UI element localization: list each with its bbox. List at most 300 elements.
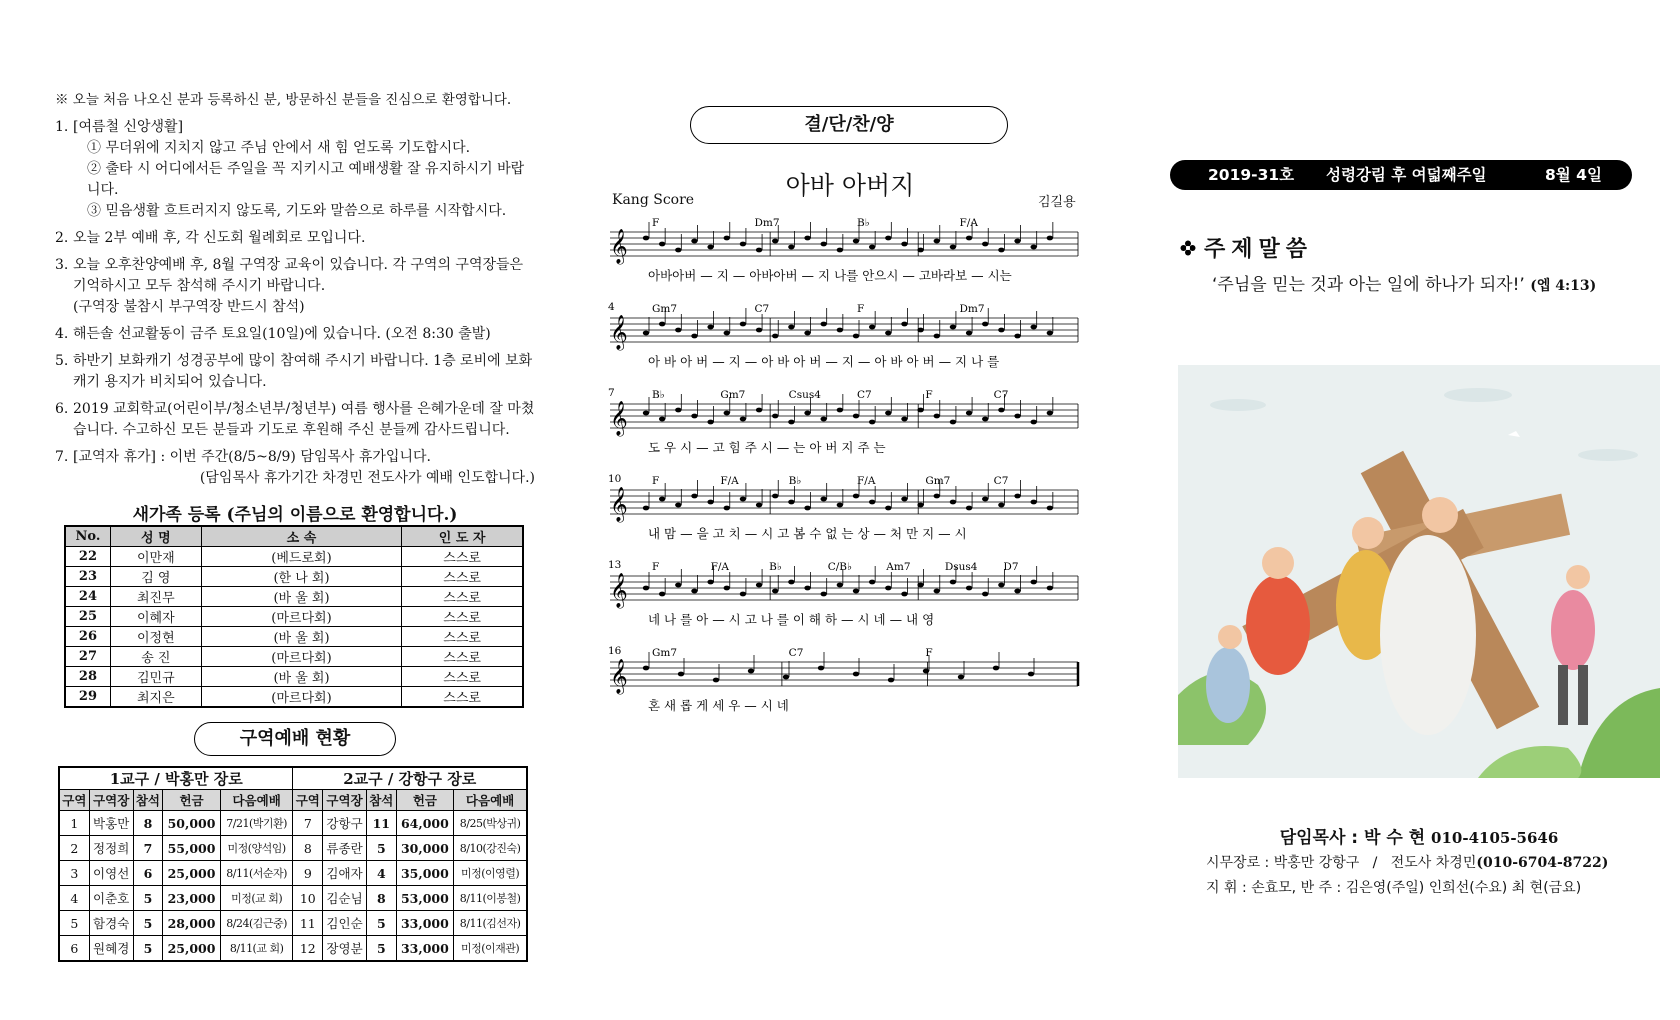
note-head [1014, 589, 1020, 594]
note-head [917, 248, 923, 253]
note-head [788, 500, 794, 505]
note-head [691, 239, 697, 244]
hymn-title: 아바 아버지 [785, 171, 915, 200]
note-head [837, 503, 843, 508]
note-head [756, 503, 762, 508]
chord-symbol: C7 [754, 303, 770, 315]
note-head [740, 592, 746, 597]
note-head [966, 586, 972, 591]
note-head [659, 497, 665, 502]
table-cell: 함경숙 [89, 911, 133, 936]
table-cell: 정정희 [89, 836, 133, 861]
note-head [691, 589, 697, 594]
measure-number: 16 [608, 645, 622, 657]
note-head [659, 322, 665, 327]
note-head [772, 239, 778, 244]
notice-note: (담임목사 휴가기간 차경민 전도사가 예배 인도합니다.) [199, 470, 535, 486]
note-head [788, 325, 794, 330]
table-cell: 30,000 [396, 836, 454, 861]
issue-number: 2019-31호 [1208, 166, 1295, 184]
note-head [804, 411, 810, 416]
treble-clef: 𝄞 [610, 401, 628, 436]
note-head [1047, 236, 1053, 241]
note-head [982, 417, 988, 422]
table-cell: 8 [366, 886, 396, 911]
notice-text: 오늘 오후찬양예배 후, 8월 구역장 교육이 있습니다. 각 구역의 구역장들은 기억하시고 모두 참석해 주시기 바랍니다. [73, 257, 524, 294]
note-head [678, 672, 684, 677]
table-cell: 35,000 [396, 861, 454, 886]
note-head [885, 236, 891, 241]
note-head [853, 334, 859, 339]
table-cell: 4 [59, 886, 89, 911]
notice-number: 7. [55, 449, 69, 465]
table-cell: 김순님 [323, 886, 367, 911]
table-cell: 스스로 [402, 587, 523, 607]
note-head [740, 417, 746, 422]
table-cell: 5 [133, 911, 163, 936]
notice-item [55, 399, 535, 441]
zone-col-header: 구역장 [89, 790, 133, 811]
chord-symbol: F [857, 303, 865, 315]
table-cell: (한 나 회) [201, 567, 402, 587]
note-head [804, 236, 810, 241]
senior-pastor [1178, 823, 1660, 848]
zone-col-header: 참석 [133, 790, 163, 811]
table-row [65, 547, 523, 567]
table-cell: 23 [65, 567, 110, 587]
note-head [691, 494, 697, 499]
note-head [966, 331, 972, 336]
zone-col-header: 구역 [293, 790, 323, 811]
zone-col-header: 다음예배 [454, 790, 527, 811]
table-cell: (마르다회) [201, 607, 402, 627]
notice-subitem: ② 출타 시 어디에서든 주일을 꼭 지키시고 예배생활 잘 유지하시기 바랍니다. [87, 161, 525, 198]
theme-verse [1212, 270, 1596, 295]
table-row [65, 647, 523, 667]
table-cell: 박홍만 [89, 811, 133, 836]
chord-symbol: Gm7 [652, 303, 678, 315]
note-head [691, 414, 697, 419]
table-cell: 7/21(박기환) [220, 811, 293, 836]
note-head [740, 322, 746, 327]
zone-col-header: 헌금 [396, 790, 454, 811]
note-head [837, 408, 843, 413]
sheet-music [608, 212, 1088, 752]
chord-symbol: Gm7 [925, 475, 951, 487]
staff-line-2: 지 휘 : 손효모, 반 주 : 김은영(주일) 인희선(수요) 최 현(금요) [1206, 880, 1582, 896]
note-head [756, 583, 762, 588]
table-cell: 24 [65, 587, 110, 607]
note-head [675, 583, 681, 588]
table-cell: 최지은 [110, 687, 201, 708]
chord-symbol: B♭ [769, 561, 782, 573]
table-cell: 9 [293, 861, 323, 886]
chord-symbol: F/A [959, 217, 978, 229]
table-cell: 50,000 [163, 811, 221, 836]
table-cell: 25,000 [163, 936, 221, 962]
note-head [724, 586, 730, 591]
table-cell: 김민규 [110, 667, 201, 687]
newfamily-title: 새가족 등록 (주님의 이름으로 환영합니다.) [132, 505, 458, 525]
newfamily-col-header: 소 속 [201, 526, 402, 547]
note-head [853, 494, 859, 499]
chord-symbol: C7 [993, 389, 1009, 401]
table-cell: 7 [293, 811, 323, 836]
zone-col-header: 구역 [59, 790, 89, 811]
note-head [772, 589, 778, 594]
note-head [1030, 325, 1036, 330]
treble-clef: 𝄞 [610, 315, 628, 350]
chord-symbol: F [925, 389, 933, 401]
table-cell: 미정(교 회) [220, 886, 293, 911]
table-row [59, 886, 527, 911]
table-row [65, 627, 523, 647]
table-row [59, 911, 527, 936]
table-cell: 송 진 [110, 647, 201, 667]
separator: / [1372, 855, 1378, 871]
note-head [643, 506, 649, 511]
table-cell: (베드로회) [201, 547, 402, 567]
theme-verse-text: ‘주님을 믿는 것과 아는 일에 하나가 되자!’ [1212, 275, 1525, 295]
table-cell: 29 [65, 687, 110, 708]
table-cell: 28 [65, 667, 110, 687]
note-head [724, 506, 730, 511]
table-cell: (마르다회) [201, 647, 402, 667]
note-head [1047, 506, 1053, 511]
note-head [950, 420, 956, 425]
note-head [707, 580, 713, 585]
notice-text: [교역자 휴가] : 이번 주간(8/5~8/9) 담임목사 휴가입니다. [73, 449, 431, 465]
note-head [756, 248, 762, 253]
chord-symbol: C7 [857, 389, 872, 401]
group2-header: 2교구 / 강항구 장로 [293, 767, 527, 790]
note-head [820, 322, 826, 327]
note-head [917, 328, 923, 333]
table-row [59, 936, 527, 962]
note-head [998, 248, 1004, 253]
note-head [885, 506, 891, 511]
note-head [788, 245, 794, 250]
table-row [59, 836, 527, 861]
week-name: 성령강림 후 여덟째주일 [1326, 166, 1487, 184]
table-cell: (마르다회) [201, 687, 402, 708]
note-head [820, 592, 826, 597]
lyric-line: 아바아버 — 지 — 아바아버 — 지 나를 안으시 — 고바라보 — 시는 [648, 268, 1012, 283]
note-head [982, 242, 988, 247]
newfamily-col-header: No. [65, 526, 110, 547]
note-head [837, 328, 843, 333]
treble-clef: 𝄞 [610, 573, 628, 608]
note-head [901, 242, 907, 247]
table-cell: 미정(이재관) [454, 936, 527, 962]
note-head [934, 239, 940, 244]
newfamily-col-header: 인 도 자 [402, 526, 523, 547]
chord-symbol: C/B♭ [827, 561, 852, 573]
table-row [65, 587, 523, 607]
note-head [713, 678, 719, 683]
notice-item [55, 117, 535, 222]
note-head [788, 420, 794, 425]
note-head [1030, 420, 1036, 425]
table-row [65, 567, 523, 587]
note-head [783, 675, 789, 680]
table-cell: (바 울 회) [201, 627, 402, 647]
treble-clef: 𝄞 [610, 487, 628, 522]
notice-text: 하반기 보화캐기 성경공부에 많이 참여해 주시기 바랍니다. 1층 로비에 보화캐기 용지가 비치되어 있습니다. [73, 353, 533, 390]
table-cell: 5 [366, 936, 396, 962]
note-head [643, 586, 649, 591]
note-head [1047, 586, 1053, 591]
pastor-phone: 010-4105-5646 [1431, 829, 1559, 847]
table-row [65, 687, 523, 708]
table-cell: 1 [59, 811, 89, 836]
note-head [923, 669, 929, 674]
chord-symbol: F [652, 561, 660, 573]
table-cell: 8 [133, 811, 163, 836]
notice-subitem: ① 무더위에 지치지 않고 주님 안에서 새 힘 얻도록 기도합시다. [87, 140, 471, 156]
note-head [853, 672, 859, 677]
table-cell: 23,000 [163, 886, 221, 911]
table-cell: 스스로 [402, 567, 523, 587]
table-cell: 이춘호 [89, 886, 133, 911]
note-head [998, 408, 1004, 413]
note-head [901, 497, 907, 502]
table-cell: 김인순 [323, 911, 367, 936]
table-cell: 8/11(서순자) [220, 861, 293, 886]
note-head [950, 245, 956, 250]
table-cell: 스스로 [402, 547, 523, 567]
table-cell: 22 [65, 547, 110, 567]
chord-symbol: C7 [993, 475, 1009, 487]
table-cell: 류종란 [323, 836, 367, 861]
newfamily-table [64, 525, 524, 708]
note-head [853, 414, 859, 419]
chord-symbol: C7 [788, 647, 804, 659]
lyric-line: 내 맘 — 을 고 치 — 시 고 봄 수 없 는 상 — 처 만 지 — 시 [648, 526, 967, 541]
note-head [820, 417, 826, 422]
note-head [950, 580, 956, 585]
note-head [966, 506, 972, 511]
note-head [934, 414, 940, 419]
chord-symbol: Dm7 [959, 303, 985, 315]
treble-clef: 𝄞 [610, 229, 628, 264]
table-cell: 8/24(김근중) [220, 911, 293, 936]
note-head [837, 583, 843, 588]
note-head [934, 589, 940, 594]
note-head [958, 675, 964, 680]
note-head [869, 325, 875, 330]
note-head [885, 331, 891, 336]
table-cell: 5 [366, 911, 396, 936]
elders: 시무장로 : 박홍만 강항구 [1206, 855, 1360, 871]
table-cell: 스스로 [402, 667, 523, 687]
note-head [1030, 580, 1036, 585]
note-head [772, 414, 778, 419]
table-cell: 스스로 [402, 687, 523, 708]
notice-item [55, 324, 535, 345]
table-cell: (바 울 회) [201, 587, 402, 607]
hymn-source: Kang Score [612, 192, 695, 208]
note-head [1030, 500, 1036, 505]
chord-symbol: F/A [710, 561, 729, 573]
table-cell: 8/25(박상귀) [454, 811, 527, 836]
chord-symbol: B♭ [788, 475, 802, 487]
note-head [869, 420, 875, 425]
pastor-name: 담임목사 : 박 수 현 [1279, 828, 1426, 848]
table-cell: 11 [366, 811, 396, 836]
note-head [837, 248, 843, 253]
note-head [1014, 414, 1020, 419]
zone-title: 구역예배 현황 [194, 722, 396, 756]
chord-symbol: F [652, 475, 660, 487]
theme-verse-ref: (엡 4:13) [1530, 278, 1597, 294]
table-cell: 김 영 [110, 567, 201, 587]
note-head [917, 408, 923, 413]
note-head [675, 408, 681, 413]
note-head [820, 242, 826, 247]
note-head [998, 583, 1004, 588]
table-cell: 33,000 [396, 936, 454, 962]
note-head [869, 500, 875, 505]
staff-line-1 [1206, 852, 1608, 872]
notice-text: [여름철 신앙생활] [73, 119, 184, 135]
lyric-line: 도 우 시 — 고 힘 주 시 — 는 아 버 지 주 는 [648, 440, 886, 455]
table-cell: 이정현 [110, 627, 201, 647]
note-head [1047, 411, 1053, 416]
lyric-line: 아 바 아 버 — 지 — 아 바 아 버 — 지 — 아 바 아 버 — 지 나 를 [648, 354, 1000, 369]
zone-col-header: 구역장 [323, 790, 367, 811]
table-row [59, 811, 527, 836]
jesus-carrying-cross-illustration [1178, 365, 1660, 778]
note-head [707, 325, 713, 330]
note-head [804, 586, 810, 591]
note-head [756, 328, 762, 333]
notice-text: 오늘 2부 예배 후, 각 신도회 월례회로 모입니다. [73, 230, 366, 246]
table-cell: 8/11(김선자) [454, 911, 527, 936]
chord-symbol: Gm7 [652, 647, 678, 659]
chord-symbol: B♭ [652, 389, 665, 401]
lyric-line: 네 나 를 아 — 시 고 나 를 이 해 하 — 시 네 — 내 영 [648, 612, 935, 627]
note-head [1047, 331, 1053, 336]
table-cell: 미정(양석임) [220, 836, 293, 861]
note-head [740, 497, 746, 502]
theme-label: 주제말씀 [1204, 237, 1314, 262]
table-cell: 8 [293, 836, 323, 861]
notice-item [55, 255, 535, 318]
chord-symbol: Csus4 [788, 389, 821, 401]
notice-item [55, 447, 535, 489]
chord-symbol: Am7 [886, 561, 911, 573]
note-head [885, 411, 891, 416]
table-cell: 6 [59, 936, 89, 962]
group1-header: 1교구 / 박홍만 장로 [59, 767, 293, 790]
table-cell: 55,000 [163, 836, 221, 861]
notice-list [55, 117, 535, 489]
note-head [901, 592, 907, 597]
note-head [675, 503, 681, 508]
note-head [707, 500, 713, 505]
note-head [982, 497, 988, 502]
chord-symbol: Dsus4 [944, 561, 978, 573]
note-head [691, 334, 697, 339]
note-head [1014, 494, 1020, 499]
table-cell: 김애자 [323, 861, 367, 886]
notice-text: 해든솔 선교활동이 금주 토요일(10일)에 있습니다. (오전 8:30 출발) [73, 326, 491, 342]
note-head [659, 242, 665, 247]
table-cell: 5 [59, 911, 89, 936]
table-cell: 3 [59, 861, 89, 886]
chord-symbol: Gm7 [720, 389, 746, 401]
table-cell: 강항구 [323, 811, 367, 836]
note-head [982, 322, 988, 327]
table-cell: 64,000 [396, 811, 454, 836]
note-head [675, 328, 681, 333]
table-cell: 이혜자 [110, 607, 201, 627]
hymn-section-title: 결/단/찬/양 [690, 106, 1008, 144]
table-cell: 26 [65, 627, 110, 647]
note-head [643, 666, 649, 671]
note-head [950, 325, 956, 330]
note-head [643, 236, 649, 241]
table-cell: 33,000 [396, 911, 454, 936]
welcome-text: ※ 오늘 처음 나오신 분과 등록하신 분, 방문하신 분들을 진심으로 환영합니다. [55, 92, 512, 108]
chord-symbol: F/A [857, 475, 876, 487]
note-head [1028, 672, 1034, 677]
note-head [1014, 334, 1020, 339]
note-head [804, 331, 810, 336]
notice-number: 2. [55, 230, 69, 246]
note-head [643, 411, 649, 416]
notice-subitem: ③ 믿음생활 흐트러지지 않도록, 기도와 말씀으로 하루를 시작합시다. [87, 203, 507, 219]
table-cell: 12 [293, 936, 323, 962]
note-head [966, 236, 972, 241]
notice-number: 3. [55, 257, 69, 273]
note-head [818, 666, 824, 671]
note-head [643, 331, 649, 336]
notice-number: 1. [55, 119, 69, 135]
note-head [724, 411, 730, 416]
table-cell: 5 [133, 886, 163, 911]
note-head [772, 334, 778, 339]
note-head [804, 506, 810, 511]
measure-number: 13 [608, 559, 622, 571]
notice-item [55, 228, 535, 249]
table-cell: 8/11(교 회) [220, 936, 293, 962]
note-head [901, 417, 907, 422]
zone-table [58, 766, 528, 962]
table-cell: 스스로 [402, 627, 523, 647]
table-cell: 5 [366, 836, 396, 861]
note-head [1014, 239, 1020, 244]
clover-icon [1180, 240, 1196, 256]
zone-col-header: 참석 [366, 790, 396, 811]
note-head [869, 580, 875, 585]
chord-symbol: D7 [1003, 561, 1019, 573]
table-cell: 25,000 [163, 861, 221, 886]
note-head [724, 331, 730, 336]
issue-bar [1170, 160, 1632, 190]
note-head [917, 583, 923, 588]
note-head [724, 236, 730, 241]
table-row [65, 667, 523, 687]
issue-date: 8월 4일 [1545, 166, 1602, 184]
chord-symbol: Dm7 [754, 217, 780, 229]
note-head [707, 245, 713, 250]
note-head [788, 580, 794, 585]
zone-col-header: 다음예배 [220, 790, 293, 811]
table-cell: 이만재 [110, 547, 201, 567]
table-cell: 5 [133, 936, 163, 962]
